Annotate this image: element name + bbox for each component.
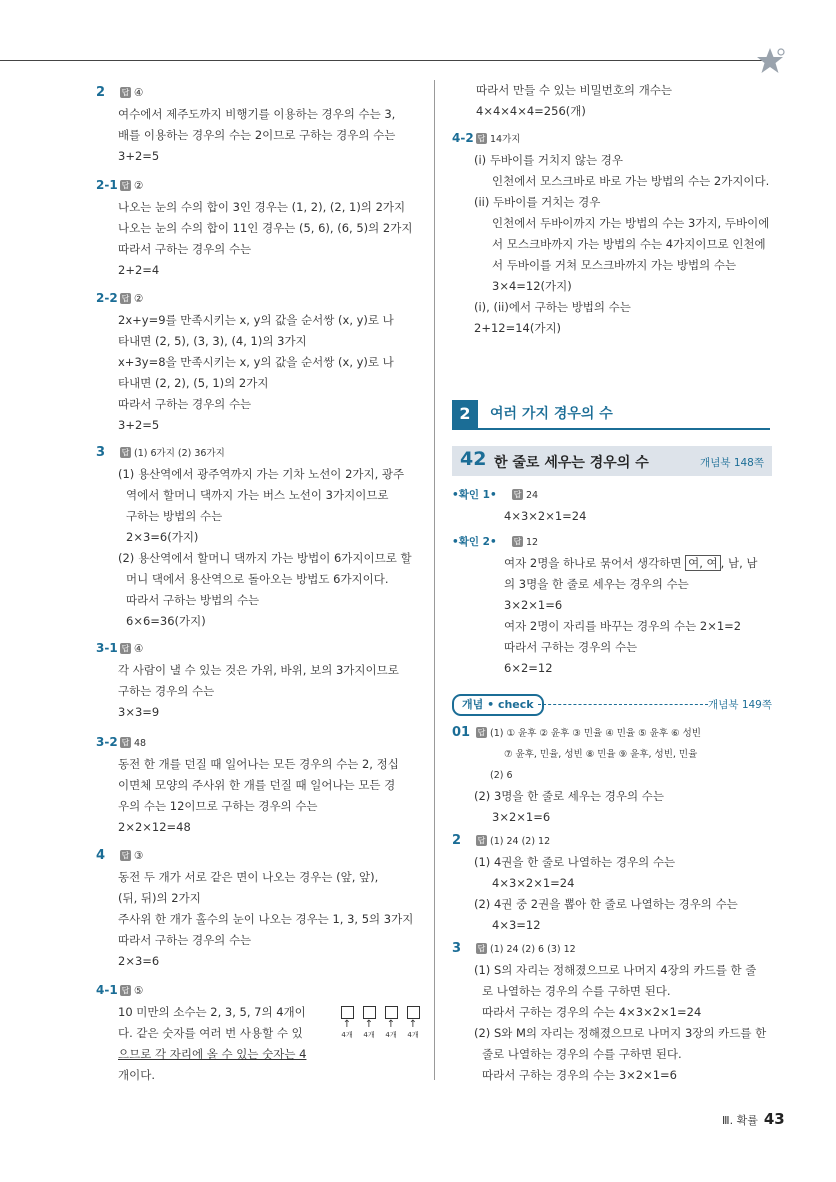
problem-2-2: 2-2 답 ② 2x+y=9를 만족시키는 x, y의 값을 순서쌍 (x, y)로 나 타내면 (2, 5), (3, 3), (4, 1)의 3가지 x+3y=8을 만족시키는 x, y의 값을 순서쌍 (x, y)로 나 타내면 (2, 2), (5, 1)의 2가지 따라서 구하는 경우의 수는 3+2=5 (96, 291, 394, 432)
section-number: 2 (452, 400, 478, 428)
digit-slot: ↑ 4개 (337, 1006, 357, 1040)
problem-3-1: 3-1 답 ④ 각 사람이 낼 수 있는 것은 가위, 바위, 보의 3가지이므로 구하는 경우의 수는 3×3=9 (96, 641, 399, 719)
answer-badge: 답 (121, 851, 130, 860)
check-2: •확인 2• 답 12 여자 2명을 하나로 묶어서 생각하면 여, 여 , 남, 남 의 3명을 한 줄로 세우는 경우의 수는 3×2×1=6 여자 2명이 자리를 바꾸는 경우의 수는 2×1=2 따라서 구하는 경우의 수는 6×2=12 (452, 536, 758, 675)
page-footer (722, 1110, 785, 1128)
topic-title: 한 줄로 세우는 경우의 수 (494, 455, 649, 471)
dashed-rule (538, 704, 708, 705)
answer-badge: 답 (477, 944, 486, 953)
concept-reference: 개념북 149쪽 (708, 699, 772, 711)
answer-badge: 답 (121, 88, 130, 97)
answer-badge: 답 (477, 836, 486, 845)
problem-2: 2 답 ④ 여수에서 제주도까지 비행기를 이용하는 경우의 수는 3, 배를 이용하는 경우의 수는 2이므로 구하는 경우의 수는 3+2=5 (96, 85, 396, 163)
answer-badge: 답 (513, 537, 522, 546)
check-1: •확인 1• 답 24 4×3×2×1=24 (452, 489, 587, 523)
column-divider (434, 80, 435, 1080)
answer-badge: 답 (121, 644, 130, 653)
concept-2: 2 답 (1) 24 (2) 12 (1) 4권을 한 줄로 나열하는 경우의 수는 4×3×2×1=24 (2) 4권 중 2권을 뽑아 한 줄로 나열하는 경우의 수는 4×3=12 (452, 833, 738, 932)
problem-4-2: 4-2 답 14가지 (i) 두바이를 거치지 않는 경우 인천에서 모스크바로 바로 가는 방법의 수는 2가지이다. (ii) 두바이를 거치는 경우 인천에서 두바이까지 가는 방법의 수는 3가지, 두바이에 서 모스크바까지 가는 방법의 수는 4가지이므로 인천에 서 두바이를 거쳐 모스크바까지 가는 방법의 수는 3×4=12(가지) (i), (ii)에서 구하는 방법의 수는 2+12=14(가지) (452, 131, 770, 335)
digit-slot: ↑ 4개 (359, 1006, 379, 1040)
answer-badge: 답 (121, 738, 130, 747)
answer-badge: 답 (477, 728, 486, 737)
chapter-label: Ⅲ. 확률 (722, 1114, 758, 1127)
concept-3: 3 답 (1) 24 (2) 6 (3) 12 (1) S의 자리는 정해졌으므로 나머지 4장의 카드를 한 줄 로 나열하는 경우의 수를 구하면 된다. 따라서 구하는 경우의 수는 4×3×2×1=24 (2) S와 M의 자리는 정해졌으므로 나머지 3장의 카드를 한 줄로 나열하는 경우의 수를 구하면 된다. 따라서 구하는 경우의 수는 3×2×1=6 (452, 941, 767, 1082)
answer-badge: 답 (121, 294, 130, 303)
section-title: 여러 가지 경우의 수 (490, 406, 613, 422)
answer-badge: 답 (477, 134, 486, 143)
digit-slot: ↑ 4개 (381, 1006, 401, 1040)
answer-badge: 답 (121, 181, 130, 190)
boxed-group: 여, 여 (685, 555, 721, 571)
digit-slots-diagram (337, 1006, 421, 1052)
concept-check-label: 개념 • check (452, 694, 544, 716)
problem-4: 4 답 ③ 동전 두 개가 서로 같은 면이 나오는 경우는 (앞, 앞), (뒤, 뒤)의 2가지 주사위 한 개가 홀수의 눈이 나오는 경우는 1, 3, 5의 3가지 따라서 구하는 경우의 수는 2×3=6 (96, 848, 414, 968)
concept-01: 01 답 (1) ① 윤후 ② 윤후 ③ 민율 ④ 민율 ⑤ 윤후 ⑥ 성빈 ⑦ 윤후, 민율, 성빈 ⑧ 민율 ⑨ 윤후, 성빈, 민율 (2) 6 (2) 3명을 한 줄로 세우는 경우의 수는 3×2×1=6 (452, 725, 701, 824)
answer-badge: 답 (121, 448, 130, 457)
digit-slot: ↑ 4개 (403, 1006, 423, 1040)
page-number: 43 (763, 1110, 785, 1128)
continuation: 따라서 만들 수 있는 비밀번호의 개수는 4×4×4×4=256(개) (476, 83, 673, 118)
concept-check-bar (452, 694, 772, 714)
problem-2-1: 2-1 답 ② 나오는 눈의 수의 합이 3인 경우는 (1, 2), (2, 1)의 2가지 나오는 눈의 수의 합이 11인 경우는 (5, 6), (6, 5)의 2가지 따라서 구하는 경우의 수는 2+2=4 (96, 178, 413, 277)
topic-reference: 개념북 148쪽 (700, 457, 764, 469)
answer-badge: 답 (121, 986, 130, 995)
problem-3: 3 답 (1) 6가지 (2) 36가지 (1) 용산역에서 광주역까지 가는 기차 노선이 2가지, 광주 역에서 할머니 댁까지 가는 버스 노선이 3가지이므로 구하는 방법의 수는 2×3=6(가지) (2) 용산역에서 할머니 댁까지 가는 방법이 6가지이므로 할 머니 댁에서 용산역으로 돌아오는 방법도 6가지이다. 따라서 구하는 방법의 수는 6×6=36(가지) (96, 445, 412, 628)
header-rule (0, 60, 768, 61)
section-2-header (452, 400, 770, 430)
star-icon (756, 46, 786, 76)
answer-badge: 답 (513, 490, 522, 499)
problem-4-1: 4-1 답 ⑤ 10 미만의 소수는 2, 3, 5, 7의 4개이 다. 같은 숫자를 여러 번 사용할 수 있 으므로 각 자리에 올 수 있는 숫자는 4 개이다. (96, 983, 307, 1082)
topic-42-header (452, 446, 772, 476)
problem-3-2: 3-2 답 48 동전 한 개를 던질 때 일어나는 모든 경우의 수는 2, 정십 이면체 모양의 주사위 한 개를 던질 때 일어나는 모든 경 우의 수는 12이므로 구하는 경우의 수는 2×2×12=48 (96, 735, 399, 834)
topic-number: 42 (460, 448, 487, 470)
